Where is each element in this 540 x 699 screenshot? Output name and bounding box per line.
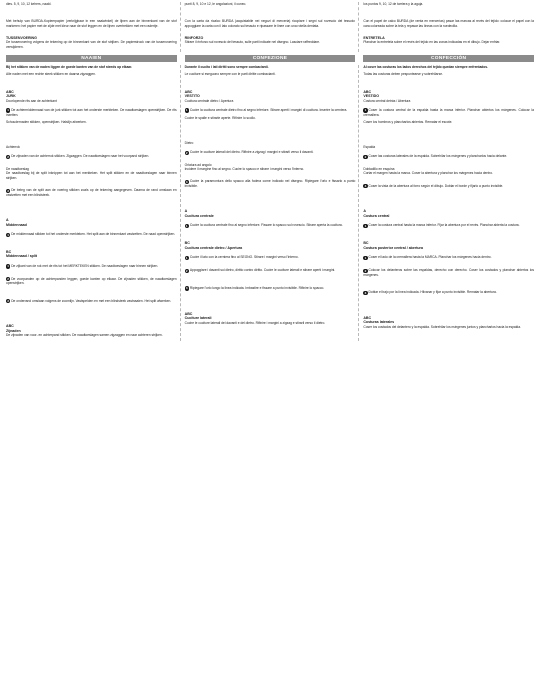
- piece-subtitle: Doorlopende rits aan de achterkant: [6, 98, 57, 103]
- piece-title: VESTIDO: [363, 94, 379, 99]
- section-title: ENTRETELA: [363, 35, 385, 40]
- section-title: TUSSENVOERING: [6, 35, 37, 40]
- step-number-icon: 2: [364, 154, 367, 159]
- sub-text: Incidere il margine fino al segno. Cucire lo spacco e stirare i margini verso l'interno.: [184, 167, 305, 172]
- sewing-intro-bold: Al coser las costuras los lados derechos del tejido quedan siempre enfrentados.: [363, 64, 488, 69]
- step-number-icon: 2: [7, 154, 9, 159]
- sewing-column-spanish: [363, 65, 534, 341]
- sewing-intro-bold: Durante il cucito i lati diritti sono sempre combacianti.: [184, 64, 269, 69]
- step-number-icon: 1: [364, 224, 367, 229]
- step-bc-2: 2 Colocar los delanteros sobre las espaldas, derecho con derecho. Coser los costados y planchar abiertos los márgenes.: [363, 267, 534, 277]
- piece-title: JURK: [6, 94, 16, 99]
- step-bc-3: 3 Doblar el bajo por la línea indicada. Hilvanar y fijar a punto invisible. Rematar la abertura.: [364, 290, 497, 295]
- sewing-intro-text: Le cuciture si eseguono sempre con le parti diritte combacianti.: [184, 72, 276, 77]
- step-bc-3: 3 Ripiegare l'orlo lungo la linea indicata. Imbastire e fissare a punto invisibile. Rifinire lo spacco.: [185, 285, 325, 291]
- sewing-intro-text: Alle naden met een rechte steek stikken en daarna zigzaggen.: [6, 72, 96, 77]
- sewing-column-italian: [185, 65, 356, 341]
- step-bc-3: 3 De onderrand omslaan volgens de zoomlijn. Vastspelden en met een blindsteek vastnaaien. Het split afwerken.: [7, 298, 172, 304]
- piece-code: ABC: [363, 315, 372, 320]
- piece-title: Cucitura centrale: [184, 213, 214, 218]
- step-bc-2: 2 Appoggiare i davanti sui dietro, diritto contro diritto. Cucire le cuciture laterali e stirare aperti i margini.: [185, 267, 336, 273]
- column-spanish: [363, 2, 534, 52]
- sub-heading: Orlatura ad angolo: [184, 162, 212, 167]
- section-band: [6, 55, 534, 62]
- marking-paragraph: Con el papel de calco BURDA (de venta en mercerías) pasar las marcas al revés del tejido: colocar el papel con la cara coloreada sobre la tela y repasar las líneas con la ruedecilla.: [363, 19, 534, 28]
- sewing-intro-bold: Bij het stikken van de naden liggen de goede kanten van de stof steeds op elkaar.: [6, 64, 133, 69]
- band-sewing-dutch: NAAIEN: [6, 55, 177, 62]
- piece-title: Middennaad / split: [6, 254, 37, 259]
- step-a: 1 De middennaad stikken tot het onderste merkteken. Het split aan de binnenkant vastzetten. De naad openstrijken.: [7, 232, 176, 237]
- intro-text: los puntos 9, 10, 12 de tarriera y la aguja.: [363, 2, 424, 6]
- sub-title: Espalda: [363, 145, 376, 150]
- piece-title: Cucitura centrale dietro / Apertura: [184, 245, 243, 250]
- step-1-extra: Coser los hombros y plancharlos abiertos. Rematar el escote.: [363, 119, 453, 124]
- piece-subtitle: Cucitura centrale dietro / Apertura: [184, 98, 234, 103]
- intro-text: punti 8, 9, 10 e 12, le angolazioni, il cuneo.: [184, 2, 247, 6]
- piece-code: ABC: [6, 324, 14, 329]
- section-text: Stirare il rinforzo sul rovescio del tessuto, sulle parti indicate nel disegno. Lasciare raffreddare.: [184, 40, 321, 45]
- piece-code: A: [6, 218, 9, 223]
- step-3: 3 Coser la vista de la abertura al forro según el dibujo. Doblar el borde y fijarlo a punto invisible.: [364, 183, 504, 189]
- step-1-extra: Schoudernaden stikken, openstrijken. Halslijn afwerken.: [6, 119, 87, 124]
- step-number-icon: 1: [185, 108, 188, 113]
- piece-code: A: [363, 209, 366, 214]
- marking-paragraph: Con la carta da ricalco BURDA (acquistabile nei negozi di merceria) ricopiare i segni sul rovescio del tessuto: appoggiare la carta con il lato colorato sul tessuto e ripassare le linee con una rotella dentata.: [184, 19, 356, 28]
- step-number-icon: 1: [7, 108, 9, 113]
- sub-text: Cortar el margen hasta la marca. Coser la abertura y planchar los márgenes hacia dentro.: [363, 171, 493, 176]
- step-number-icon: 3: [185, 286, 188, 291]
- step-number-icon: 2: [364, 268, 367, 273]
- piece-code: ABC: [184, 89, 193, 94]
- piece-title: Costura central: [363, 213, 390, 218]
- step-number-icon: 3: [7, 188, 9, 193]
- piece-code: BC: [6, 249, 12, 254]
- step-number-icon: 1: [7, 264, 9, 269]
- sub-title: Achterrok: [6, 145, 20, 150]
- piece-code: ABC: [363, 89, 372, 94]
- sub-heading: Dobladillo en esquina: [363, 167, 395, 172]
- sub-text: De naadtoeslag bij de split inknippen tot aan het merkteken. Het split stikken en de naadtoeslagen naar binnen strijken.: [6, 171, 177, 180]
- step-3: 3 De beleg van de split aan de voering stikken zoals op de tekening aangegeven. Daarna de rand omslaan en vastzetten met een blindsteek.: [6, 187, 177, 197]
- bottom-text: Coser los costados del delantero y la espalda. Sobrehilar los márgenes juntos y plancharlos hacia la espalda.: [363, 324, 521, 329]
- piece-code: ABC: [6, 89, 14, 94]
- sewing-intro-text: Todas las costuras deben pespuntearse y sobrehilarse.: [363, 72, 443, 77]
- piece-title: Cuciture laterali: [184, 316, 212, 321]
- intro-text: dies. 5, 9, 10, 12 kehers, naald.: [6, 2, 52, 6]
- step-number-icon: 3: [185, 179, 188, 184]
- step-1: 1 De achtermiddennaad van de jurk stikken tot aan het onderste merkteken. De naadtoeslagen openstrijken. De rits inzetten.: [6, 107, 177, 117]
- sewing-column-dutch: [6, 65, 177, 341]
- piece-title: VESTITO: [184, 94, 200, 99]
- step-number-icon: 1: [185, 255, 188, 260]
- step-number-icon: 3: [7, 299, 9, 304]
- bottom-text: Cucire le cuciture laterali del davanti e del dietro. Rifinire i margini a zigzag e stirarli verso il dietro.: [184, 320, 326, 325]
- piece-title: Costura posterior central / abertura: [363, 245, 423, 250]
- step-3: 3 Cucire la paramontura dello spacco alla fodera come indicato nel disegno. Ripiegare l'orlo e fissarlo a punto invisibile.: [184, 179, 356, 189]
- band-sewing-spanish: CONFECCIÓN: [363, 55, 534, 62]
- band-sewing-italian: CONFEZIONE: [185, 55, 356, 62]
- piece-code: A: [184, 209, 188, 214]
- step-number-icon: 2: [185, 268, 188, 273]
- step-bc-1: 1 Cucire il lato con la cerniera fino al SEGNO. Stirare i margini verso l'interno.: [185, 255, 299, 260]
- marking-paragraph: Met behulp van BURDA-Kopieerpapier (verkrijgbaar in een naaiwinkel) de lijnen aan de binnenkant van de stof markeren: het papier met de zijde met kleur naar de stof leggen en de lijnen overtrekken met een radertje.: [6, 19, 177, 28]
- step-number-icon: 3: [364, 290, 367, 295]
- sub-heading: De naadtoeslag: [6, 167, 29, 172]
- piece-code: BC: [184, 241, 190, 246]
- sub-title: Dietro: [184, 140, 194, 145]
- section-text: De tussenvoering volgens de tekening op de binnenkant van de stof strijken. De papierstrook van de tussenvoering verwijderen.: [6, 40, 177, 49]
- section-title: RINFORZO: [184, 35, 204, 40]
- step-number-icon: 3: [364, 184, 367, 189]
- bottom-text: De zijnaden van voor- en achterpand stikken. De naadtoeslagen samen zigzaggen en naar achteren strijken.: [6, 333, 163, 338]
- step-number-icon: 1: [185, 224, 188, 229]
- step-bc-1: 1 De zijkant van de rok met de rits tot het MERKTEKEN stikken. De naadtoeslagen naar binnen strijken.: [7, 263, 159, 269]
- step-number-icon: 1: [364, 108, 367, 113]
- step-1: 1 Cucire la cucitura centrale dietro fino al segno inferiore. Stirare aperti i margini di cucitura. Inserire la cerniera.: [185, 107, 348, 113]
- step-1-extra: Cucire le spalle e stirarle aperte. Rifinire lo scollo.: [184, 115, 256, 120]
- piece-subtitle: Costura central detrás / Abertura: [363, 98, 411, 103]
- three-language-columns: [6, 2, 534, 341]
- step-number-icon: 2: [7, 277, 9, 282]
- piece-title: Zijnaden: [6, 328, 21, 333]
- piece-code: BC: [363, 241, 369, 246]
- step-a: 1 Coser la costura central hasta la marca inferior. Fijar la abertura por el revés. Planchar abierta la costura.: [364, 223, 520, 229]
- step-1: 1 Coser la costura central de la espalda hasta la marca inferior. Planchar abiertos los márgenes. Colocar la cremallera.: [363, 107, 534, 117]
- step-bc-1: 1 Coser el lado de la cremallera hasta la MARCA. Planchar los márgenes hacia dentro.: [364, 255, 492, 260]
- step-2: 2 Coser las costuras laterales de la espalda. Sobrehilar los márgenes y plancharlos hacia delante.: [364, 154, 508, 159]
- column-dutch: [6, 2, 177, 52]
- piece-title: Costuras laterales: [363, 320, 395, 325]
- step-number-icon: 1: [364, 255, 367, 260]
- step-number-icon: 1: [7, 232, 9, 237]
- section-text: Planchar la entretela sobre el revés del tejido en las zonas indicadas en el dibujo. Dejar enfriar.: [363, 40, 501, 45]
- step-2: 2 Cucire le cuciture laterali del dietro. Rifinire a zigzag i margini e stirarli verso il davanti.: [185, 150, 314, 155]
- piece-title: Middennaad: [6, 222, 27, 227]
- step-a: 1 Cucire la cucitura centrale fino al segno inferiore. Fissare lo spacco sul rovescio. Stirare aperta la cucitura.: [185, 223, 343, 229]
- column-italian: [185, 2, 356, 52]
- step-bc-2: 2 De voorpanden op de achterpanden leggen, goede kanten op elkaar. De zijnaden stikken, de naadtoeslagen openstrijken.: [6, 276, 177, 286]
- step-2: 2 De zijnaden van de achterrok stikken. Zigzaggen. De naadtoeslagen naar het voorpand strijken.: [7, 154, 150, 159]
- step-number-icon: 2: [185, 150, 188, 155]
- piece-code: ABC: [184, 311, 193, 316]
